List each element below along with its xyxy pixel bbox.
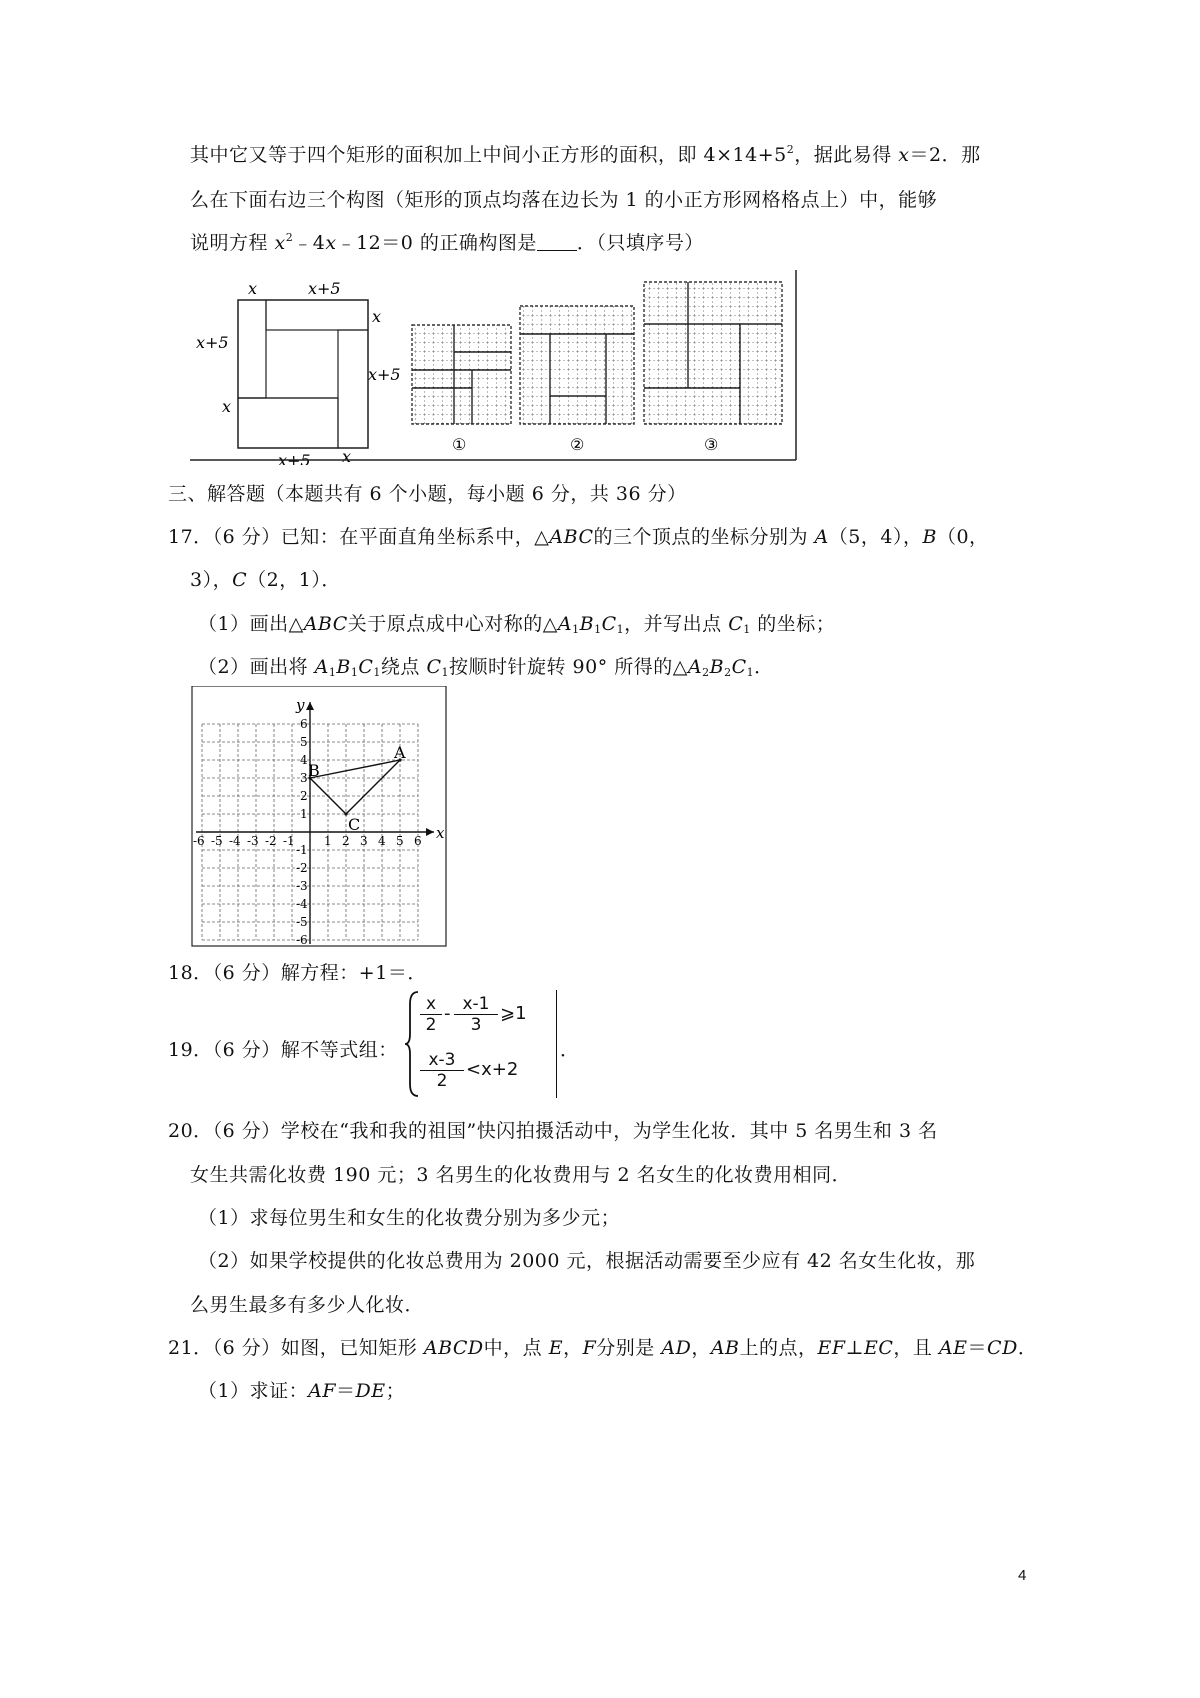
y-axis-label: y [296, 696, 305, 714]
page-number: 4 [1018, 1567, 1027, 1584]
label-bottom-x5: x+5 [278, 451, 311, 465]
grid-choice-3 [644, 282, 782, 424]
x-tick-label: -5 [211, 834, 223, 848]
section-3-heading: 三、解答题（本题共有 6 个小题，每小题 6 分，共 36 分） [168, 483, 687, 505]
triangle-abc [310, 760, 400, 814]
y-tick-label: 3 [300, 771, 308, 785]
label-top-x: x [248, 279, 258, 298]
x-tick-label: 1 [324, 834, 332, 848]
x-tick-label: -4 [229, 834, 241, 848]
grid-choice-2 [520, 306, 634, 424]
choice-label-1: ① [452, 435, 467, 454]
y-tick-label: -3 [296, 879, 308, 893]
q17-part-1: （1）画出△ABC关于原点成中心对称的$\triangle A_1B_1C_1$，并写出点 $C_1$ 的坐标； [198, 613, 836, 636]
x-tick-label: -1 [283, 834, 295, 848]
x-tick-label: 2 [342, 834, 350, 848]
y-tick-label: -1 [296, 843, 308, 857]
figure-rectangle-constructions [190, 270, 800, 465]
q20-part-2-line-1: （2）如果学校提供的化妆总费用为 2000 元，根据活动需要至少应有 42 名女生化妆，那 [198, 1250, 976, 1272]
choice-label-2: ② [570, 435, 585, 454]
q20-part-1: （1）求每位男生和女生的化妆费分别为多少元； [198, 1207, 621, 1229]
y-tick-label: -6 [296, 933, 308, 947]
text-line-1: 其中它又等于四个矩形的面积加上中间小正方形的面积，即 $4\times 14+5^2$，据此易得 x＝2．那 [190, 143, 981, 166]
x-axis-arrow-icon [426, 828, 434, 836]
point-label-c: C [348, 815, 361, 834]
label-bottom-x: x [342, 447, 352, 465]
text-line-2: 么在下面右边三个构图（矩形的顶点均落在边长为 1 的小正方形网格格点上）中，能够 [190, 189, 938, 211]
point-label-b: B [308, 761, 320, 780]
x-tick-label: 4 [378, 834, 386, 848]
label-top-x5: x+5 [308, 279, 341, 298]
answer-blank [537, 232, 577, 251]
q20-line-2: 女生共需化妆费 190 元；3 名男生的化妆费用与 2 名女生的化妆费用相同． [190, 1164, 852, 1186]
y-tick-label: 4 [300, 753, 308, 767]
point-label-a: A [394, 743, 406, 762]
q20-line-1: 20．（6 分）学校在“我和我的祖国”快闪拍摄活动中，为学生化妆．其中 5 名男生和 3 名 [168, 1120, 938, 1142]
q17-part-2: （2）画出将 $A_1B_1C_1$绕点 $C_1$按顺时针旋转 90° 所得的$\triangle A_2B_2C_1$． [198, 656, 774, 679]
text-line-3: 说明方程 $x^2﹣4x﹣12=0$ 的正确构图是 ．（只填序号） [190, 231, 704, 254]
q17-line-1: 17．（6 分）已知：在平面直角坐标系中，△ABC的三个顶点的坐标分别为 A（5，4），B（0， [168, 526, 989, 548]
y-tick-label: -2 [296, 861, 308, 875]
label-left-x5: x+5 [196, 333, 229, 352]
q17-line-2: 3），C（2，1）． [190, 569, 341, 591]
inequality-system: $\frac{x}{2}$ - $\frac{x-1}{3}$ ⩾1 $\frac{x-3}{2}$ <x+2 [404, 990, 564, 1100]
x-tick-label: -6 [193, 834, 205, 848]
y-tick-label: 2 [300, 789, 308, 803]
q19-line: 19．（6 分）解不等式组： [168, 1039, 398, 1061]
x-tick-label: 3 [360, 834, 368, 848]
y-tick-label: 5 [300, 735, 308, 749]
y-tick-label: -4 [296, 897, 308, 911]
choice-label-3: ③ [704, 435, 719, 454]
square-construction-diagram [238, 300, 368, 448]
label-right-x: x [372, 307, 382, 326]
chart-frame [192, 686, 446, 946]
left-brace-icon [404, 990, 420, 1098]
y-axis-arrow-icon [306, 702, 314, 710]
coordinate-plane-chart [190, 686, 450, 948]
q18-line: 18．（6 分）解方程：+1＝． [168, 962, 427, 984]
q21-part-1: （1）求证：AF＝DE； [198, 1380, 406, 1402]
y-tick-label: 1 [300, 807, 308, 821]
x-tick-label: -3 [247, 834, 259, 848]
label-left-x: x [222, 397, 232, 416]
x-axis-label: x [436, 824, 445, 842]
y-tick-label: -5 [296, 915, 308, 929]
x-tick-label: 5 [396, 834, 404, 848]
grid-choice-1 [412, 325, 511, 424]
q20-part-2-line-2: 么男生最多有多少人化妆． [190, 1294, 425, 1316]
x-tick-label: 6 [414, 834, 422, 848]
label-right-x5: x+5 [368, 365, 401, 384]
x-tick-label: -2 [265, 834, 277, 848]
q21-line-1: 21．（6 分）如图，已知矩形 ABCD中，点 E，F分别是 AD，AB上的点，EF⊥EC，且 AE＝CD． [168, 1337, 1038, 1359]
q19-end: ． [560, 1039, 580, 1061]
y-tick-label: 6 [300, 717, 308, 731]
